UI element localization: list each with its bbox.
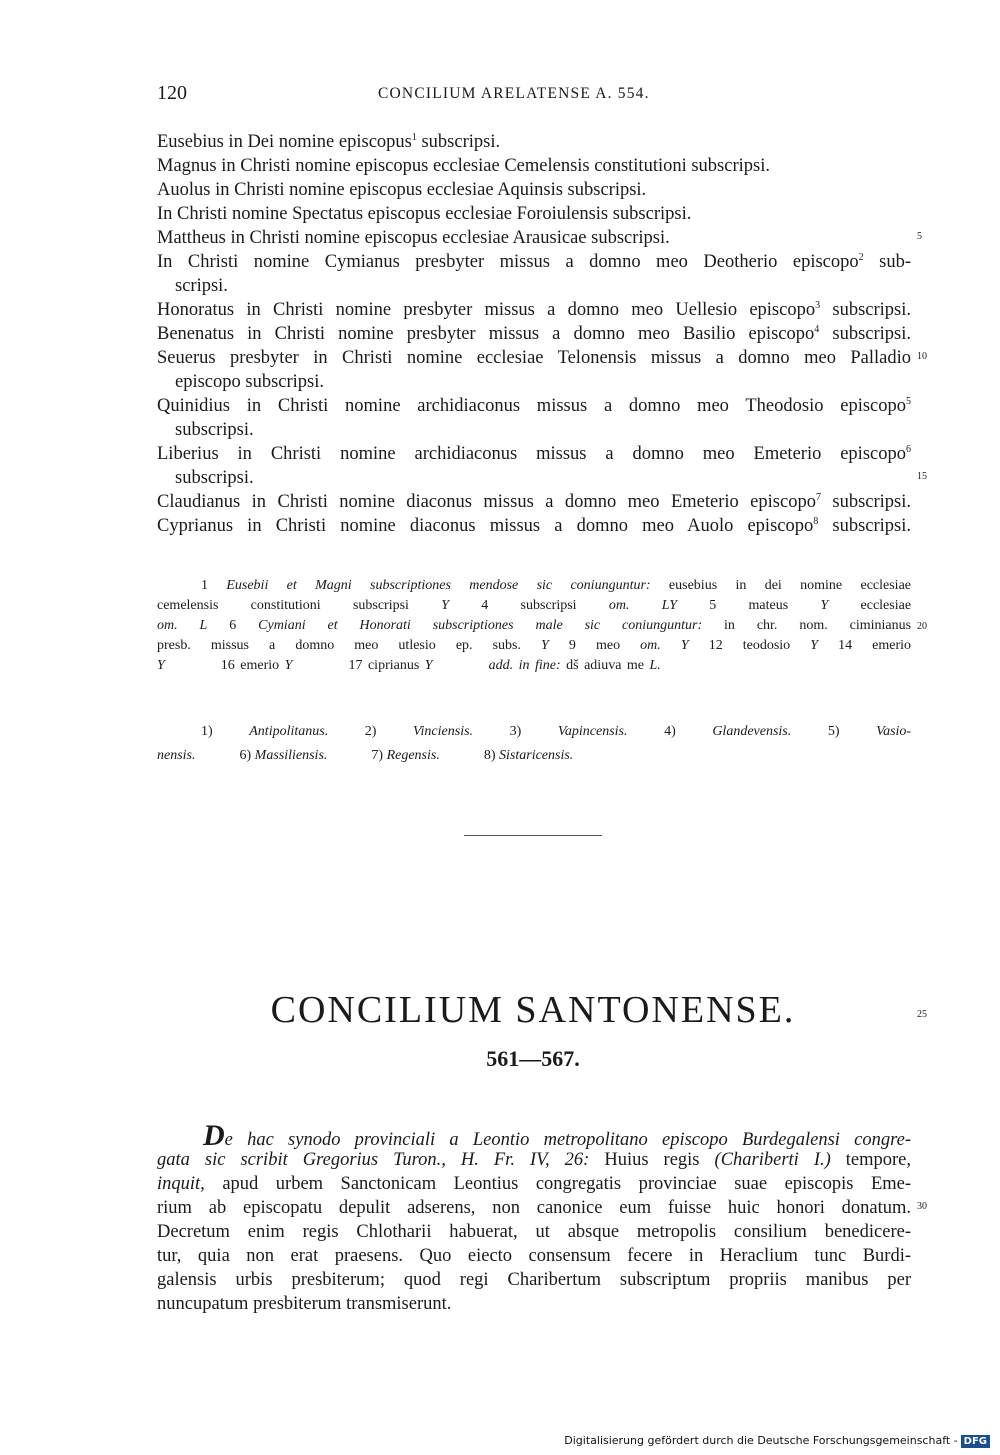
intro-line: tur, quia non erat praesens. Quo eiecto consensum fecere in Heraclium tunc Burdi- [157,1246,911,1266]
intro-line: Decretum enim regis Chlotharii habuerat, ut absque metropolis consilium benedicere- [157,1222,911,1242]
apparatus-line: om. L 6 Cymiani et Honorati subscriptiones male sic coniunguntur: in chr. nom. ciminianus [157,618,912,633]
intro-line: inquit, apud urbem Sanctonicam Leontius congregatis provinciae suae episcopis Eme- [157,1174,912,1194]
running-title: CONCILIUM ARELATENSE A. 554. [378,85,650,102]
subscription-line: episcopo subscripsi. [175,372,325,392]
intro-line: De hac synodo provinciali a Leontio metropolitano episcopo Burdegalensi congre- [203,1119,911,1152]
subscription-line: Benenatus in Christi nomine presbyter missus a domno meo Basilio episcopo$^4$ subscripsi. [157,323,911,344]
subscription-line: Mattheus in Christi nomine episcopus ecclesiae Arausicae subscripsi. [157,228,670,248]
intro-line: galensis urbis presbiterum; quod regi Charibertum subscriptum propriis manibus per [157,1270,911,1290]
apparatus-line: cemelensis constitutioni subscripsi Y 4 subscripsi om. LY 5 mateus Y ecclesiae [157,598,912,613]
digitization-credit: Digitalisierung gefördert durch die Deutsche Forschungsgemeinschaft - DFG [564,1434,990,1448]
subscription-line: Claudianus in Christi nomine diaconus missus a domno meo Emeterio episcopo$^7$ subscripsi. [157,491,912,512]
section-date: 561—567. [486,1046,580,1071]
apparatus-line: Y 16 emerio Y 17 ciprianus Y add. in fine: dš adiuva me L. [157,658,661,673]
subscription-line: Liberius in Christi nomine archidiaconus missus a domno meo Emeterio episcopo$^6$ [157,443,911,464]
subscription-line: Seuerus presbyter in Christi nomine ecclesiae Telonensis missus a domno meo Palladio [157,348,911,368]
section-title: CONCILIUM SANTONENSE. [270,989,796,1031]
dfg-logo: DFG [961,1435,990,1448]
page-number: 120 [157,82,187,104]
intro-line: nuncupatum presbiterum transmiserunt. [157,1294,452,1314]
line-number: 15 [917,471,927,482]
subscription-line: Quinidius in Christi nomine archidiaconus missus a domno meo Theodosio episcopo$^5$ [157,395,911,416]
apparatus-line: 1 Eusebii et Magni subscriptiones mendose sic coniunguntur: eusebius in dei nomine ecclesiae [201,578,911,593]
subscription-line: Honoratus in Christi nomine presbyter missus a domno meo Uellesio episcopo$^3$ subscripsi. [157,299,912,320]
subscription-line: In Christi nomine Spectatus episcopus ecclesiae Foroiulensis subscripsi. [157,204,692,224]
subscription-line: subscripsi. [175,420,254,440]
section-divider [464,835,602,836]
intro-line: gata sic scribit Gregorius Turon., H. Fr. IV, 26: Huius regis (Chariberti I.) tempore, [157,1150,912,1170]
subscription-line: Magnus in Christi nomine episcopus ecclesiae Cemelensis constitutioni subscripsi. [157,156,770,176]
line-number: 5 [917,231,922,242]
subscription-line: Eusebius in Dei nomine episcopus$^1$ subscripsi. [157,131,501,152]
line-number: 10 [917,351,927,362]
apparatus-line: presb. missus a domno meo utlesio ep. subs. Y 9 meo om. Y 12 teodosio Y 14 emerio [157,638,912,653]
subscription-line: Auolus in Christi nomine episcopus ecclesiae Aquinsis subscripsi. [157,180,647,200]
subscription-line: subscripsi. [175,468,254,488]
line-number: 20 [917,621,927,632]
subscription-line: In Christi nomine Cymianus presbyter missus a domno meo Deotherio episcopo$^2$ sub- [157,251,912,272]
line-number: 25 [917,1009,927,1020]
footnote-line: nensis. 6) Massiliensis. 7) Regensis. 8) Sistaricensis. [157,748,574,763]
subscription-line: scripsi. [175,276,228,296]
footnote-line: 1) Antipolitanus. 2) Vinciensis. 3) Vapincensis. 4) Glandevensis. 5) Vasio- [201,724,912,739]
intro-line: rium ab episcopatu depulit adserens, non canonice eum fuisse huic honori donatum. [157,1198,911,1218]
line-number: 30 [917,1201,927,1212]
subscription-line: Cyprianus in Christi nomine diaconus missus a domno meo Auolo episcopo$^8$ subscripsi. [157,515,911,536]
